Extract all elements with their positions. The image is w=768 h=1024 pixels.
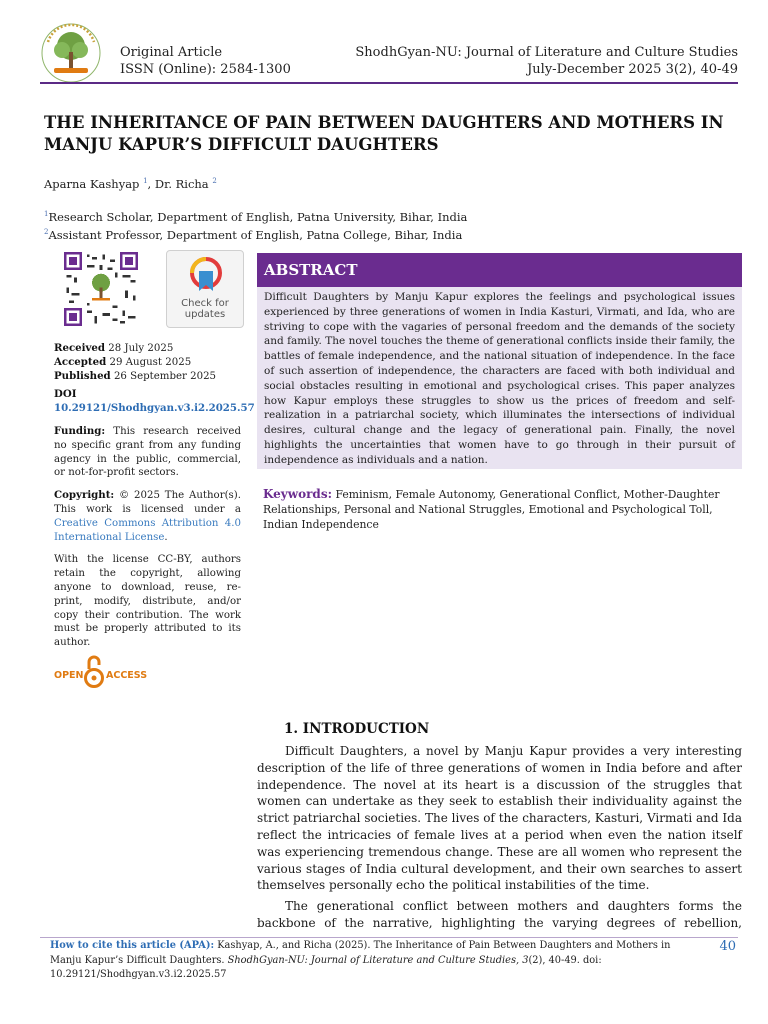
received-label: Received (54, 342, 106, 354)
check-badge-text (167, 298, 243, 320)
page-number: 40 (719, 939, 736, 954)
abstract-text: Difficult Daughters by Manju Kapur explores the feelings and psychological issues experienced by three generations of women in India Kasturi, Virmati, and Ida, who are striving to cope with the vagaries of personal freedom and the demands of the society and family. The novel touches the theme of generational conflicts inside their family, the battles of female independence, and the national situation of independence. In the face of such assertion of independence, the characters are faced with both individual and social obstacles resulting in emotional and psychological crises. This paper analyzes how Kapur employs these struggles to show us the prices of freedom and self-realization in a patriarchal society, which illuminates the intersections of individual desires, cultural change and the legacy of generational pain. Finally, the novel highlights the uncertainties that women have to go through in their pursuit of independence as individuals and a nation. (257, 287, 742, 469)
accepted-label: Accepted (54, 355, 107, 368)
received-date (54, 342, 241, 356)
author-name[interactable]: Aparna Kashyap (44, 177, 140, 191)
author-affil-marker[interactable]: 2 (212, 177, 217, 186)
author-separator: , (147, 177, 155, 191)
copyright-block (54, 489, 241, 544)
article-metadata (54, 342, 255, 659)
accepted-value: 29 August 2025 (109, 356, 192, 368)
journal-name: ShodhGyan-NU: Journal of Literature and Culture Studies (355, 45, 738, 60)
affiliation-item (44, 207, 467, 225)
footer-divider (40, 937, 738, 938)
open-lock-icon (84, 654, 104, 690)
crossmark-icon (189, 257, 223, 295)
issue-info: July-December 2025 3(2), 40-49 (527, 62, 738, 77)
copyright-end: . (164, 531, 168, 543)
header-right (355, 44, 738, 78)
affiliation-item (44, 225, 467, 243)
funding-label: Funding: (54, 424, 106, 437)
author-affil-marker[interactable]: 1 (143, 177, 148, 186)
open-access-logo (54, 654, 150, 690)
keywords-label: Keywords: (263, 487, 333, 501)
header-divider (40, 82, 738, 84)
citation-block (50, 939, 680, 983)
paragraph: The generational conflict between mothers and daughters forms the backbone of the narrative, highlighting the varying degrees of rebellion, (257, 899, 742, 930)
license-link[interactable]: Creative Commons Attribution 4.0 International License (54, 517, 241, 543)
affil-marker: 1 (44, 210, 49, 218)
article-type: Original Article (120, 45, 223, 60)
affil-text: Research Scholar, Department of English, Patna University, Bihar, India (48, 209, 468, 224)
abstract-heading: ABSTRACT (257, 253, 742, 287)
author-list (44, 177, 217, 191)
doi-block (54, 388, 255, 416)
doi-link[interactable]: 10.29121/Shodhgyan.v3.i2.2025.57 (54, 402, 255, 415)
check-for-updates-badge[interactable] (166, 250, 244, 328)
funding-block (54, 425, 241, 480)
affil-text: Assistant Professor, Department of English, Patna College, Bihar, India (48, 227, 463, 242)
cite-label: How to cite this article (APA): (50, 940, 215, 951)
author-name[interactable]: Dr. Richa (154, 177, 209, 191)
check-badge-line2: updates (184, 309, 226, 320)
published-label: Published (54, 369, 111, 382)
published-value: 26 September 2025 (113, 370, 217, 382)
affil-marker: 2 (44, 227, 49, 236)
published-date (54, 370, 241, 384)
license-note: With the license CC-BY, authors retain the copyright, allowing anyone to download, reuse, re-print, modify, distribute, and/or copy their contribution. The work must be properly attributed to its author. (54, 554, 241, 649)
cite-text: Kashyap, A., and Richa (2025). The Inheritance of Pain Between Daughters and Mothers in Manju Kapur’s Difficult Daughters. (50, 940, 671, 966)
header-left (120, 44, 291, 78)
paragraph: Difficult Daughters, a novel by Manju Kapur provides a very interesting description of the life of three generations of women in India before and after independence. The novel at its heart is a discussion of the struggles that women can undertake as they seek to establish their individuality against the strict patriarchal societies. The lives of the characters, Kasturi, Virmati and Ida reflect the intricacies of female lives at a period when even the nation itself was experiencing tremendous change. These are all women who represent the various stages of India cultural development, and their own searches to assert themselves personally echo the political instabilities of the time. (257, 744, 742, 893)
open-access-access: ACCESS (106, 670, 148, 681)
keywords-text: Feminism, Female Autonomy, Generational Conflict, Mother-Daughter Relationships, Personal and National Struggles, Emotional and Psychological Toll, Indian Independence (263, 488, 720, 531)
check-badge-line1: Check for (181, 298, 229, 309)
accepted-date (54, 356, 241, 370)
article-title: THE INHERITANCE OF PAIN BETWEEN DAUGHTERS AND MOTHERS IN MANJU KAPUR’S DIFFICULT DAUGHTERS (44, 113, 724, 154)
affiliations (44, 207, 467, 243)
funding-text: This research received no specific grant from any funding agency in the public, commercial, or not-for-profit sectors. (54, 425, 241, 479)
open-access-open: OPEN (54, 670, 84, 681)
cite-rest: (2), 40-49. doi: 10.29121/Shodhgyan.v3.i2.2025.57 (50, 954, 602, 980)
section-heading-introduction: 1. INTRODUCTION (284, 721, 430, 737)
keywords (263, 487, 733, 532)
received-value: 28 July 2025 (108, 343, 174, 354)
doi-label: DOI (54, 388, 77, 401)
journal-logo (40, 22, 102, 84)
issn: ISSN (Online): 2584-1300 (120, 62, 291, 77)
dates-block (54, 342, 241, 383)
copyright-text: © 2025 The Author(s). This work is licensed under a (54, 490, 241, 515)
qr-code[interactable] (64, 252, 138, 326)
copyright-label: Copyright: (54, 489, 115, 502)
cite-journal: ShodhGyan-NU: Journal of Literature and Culture Studies, 3 (227, 954, 529, 966)
